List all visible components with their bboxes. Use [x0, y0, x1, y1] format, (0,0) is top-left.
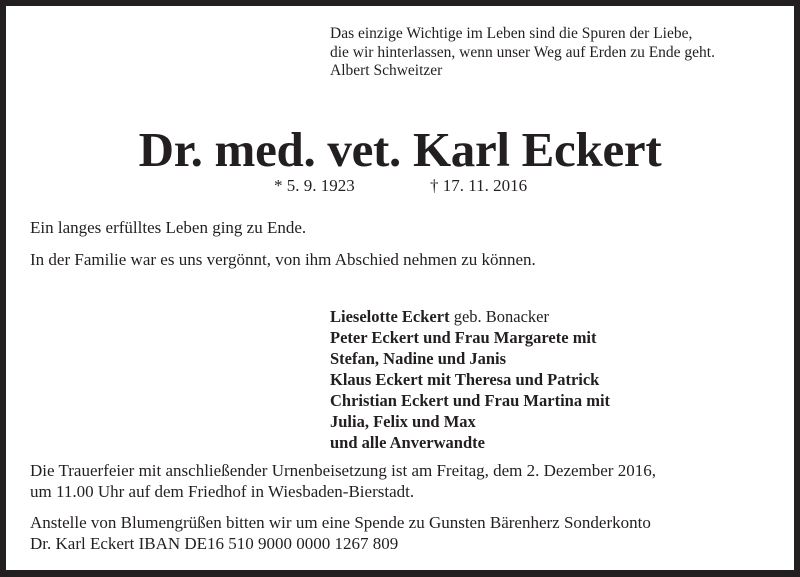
quote-line: die wir hinterlassen, wenn unser Weg auf Erden zu Ende geht. [330, 43, 715, 61]
ceremony-line: Die Trauerfeier mit anschließender Urnenbeisetzung ist am Freitag, dem 2. Dezember 2016, [30, 461, 656, 480]
death-date: † 17. 11. 2016 [430, 176, 528, 195]
ceremony-line: um 11.00 Uhr auf dem Friedhof in Wiesbaden-Bierstadt. [30, 482, 415, 501]
quote-line: Das einzige Wichtige im Leben sind die Spuren der Liebe, [330, 25, 693, 42]
maiden-name: geb. Bonacker [449, 307, 549, 326]
mourner-line: Julia, Felix und Max [330, 412, 476, 431]
donation-info [30, 512, 651, 554]
quote [330, 25, 715, 81]
donation-line: Anstelle von Blumengrüßen bitten wir um eine Spende zu Gunsten Bärenherz Sonderkonto [30, 513, 651, 532]
mourner-name: Lieselotte Eckert [330, 307, 450, 326]
intro-text: In der Familie war es uns vergönnt, von ihm Abschied nehmen zu können. [30, 250, 536, 269]
mourner-line: Peter Eckert und Frau Margarete mit [330, 328, 597, 347]
intro-text: Ein langes erfülltes Leben ging zu Ende. [30, 218, 307, 237]
mourner-line: Klaus Eckert mit Theresa und Patrick [330, 370, 600, 389]
mourner-line: und alle Anverwandte [330, 433, 485, 452]
ceremony-info [30, 460, 656, 502]
donation-line: Dr. Karl Eckert IBAN DE16 510 9000 0000 1267 809 [30, 534, 399, 553]
obituary-notice [6, 6, 794, 570]
birth-date: * 5. 9. 1923 [274, 176, 355, 195]
deceased-name: Dr. med. vet. Karl Eckert [138, 122, 662, 177]
mourner-line [330, 306, 610, 327]
quote-author: Albert Schweitzer [330, 62, 443, 79]
mourners-list [330, 306, 610, 453]
mourner-line: Christian Eckert und Frau Martina mit [330, 391, 611, 410]
mourner-line: Stefan, Nadine und Janis [330, 349, 507, 368]
